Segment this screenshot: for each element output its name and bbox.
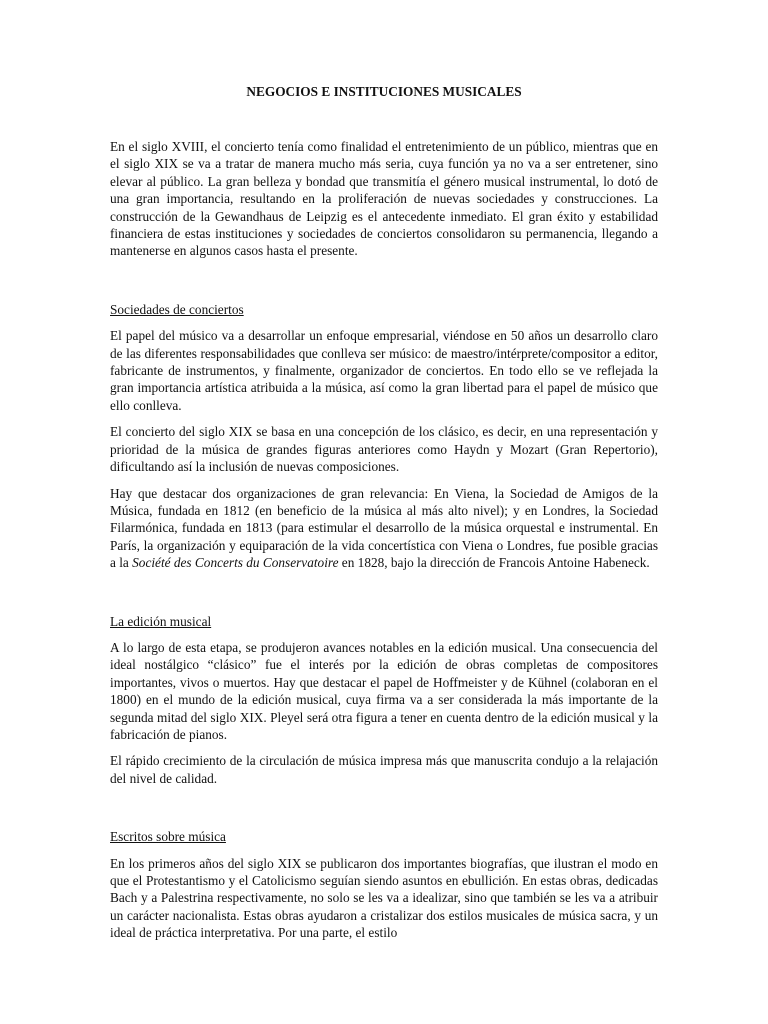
sociedades-paragraph-1: El papel del músico va a desarrollar un enfoque empresarial, viéndose en 50 años un desarrollo claro de las diferentes responsabilidades que conlleva ser músico: de maestro/intérprete/compositor a editor, fabricante de instrumentos, y finalmente, organizador de conciertos. En todo ello se ve reflejada la gran importancia artística atribuida a la música, así como la gran libertad para el papel de músico que ello conlleva. <box>110 328 658 413</box>
sociedades-paragraph-3 <box>110 485 658 572</box>
section-heading-escritos: Escritos sobre música <box>110 829 226 845</box>
section-heading-edicion: La edición musical <box>110 613 212 629</box>
edicion-paragraph-1: A lo largo de esta etapa, se produjeron avances notables en la edición musical. Una consecuencia del ideal nostálgico “clásico” fue el interés por la edición de obras completas de compositores importantes, vivos o muertos. Hay que destacar el papel de Hoffmeister y de Kühnel (colaboran en el 1800) en el mundo de la edición musical, cuya firma va a ser considerada la más importante de la segunda mitad del siglo XIX. Pleyel será otra figura a tener en cuenta dentro de la edición musical y la fabricación de pianos. <box>110 639 658 742</box>
sociedades-p3-italic-title: Société des Concerts du Conservatoire <box>132 555 339 571</box>
document-body <box>110 138 658 951</box>
sociedades-p3-text-after: en 1828, bajo la dirección de Francois Antoine Habeneck. <box>338 555 650 571</box>
page-title: NEGOCIOS E INSTITUCIONES MUSICALES <box>246 84 522 99</box>
section-spacer <box>110 796 658 828</box>
escritos-paragraph-1: En los primeros años del siglo XIX se publicaron dos importantes biografías, que ilustran el modo en que el Protestantismo y el Catolicismo seguían siendo asuntos en ebullición. En estas obras, dedicadas Bach y a Palestrina respectivamente, no solo se les va a idealizar, sino que también se les va a atribuir un carácter nacionalista. Estas obras ayudaron a cristalizar dos estilos musicales de música sacra, y un ideal de práctica interpretativa. Por una parte, el estilo <box>110 855 658 941</box>
intro-paragraph: En el siglo XVIII, el concierto tenía como finalidad el entretenimiento de un público, mientras que en el siglo XIX se va a tratar de manera mucho más seria, cuya función ya no va a ser entretener, sino elevar al público. La gran belleza y bondad que transmitía el género musical instrumental, lo dotó de una gran importancia, resultando en la proliferación de nuevas sociedades y construcciones. La construcción de la Gewandhaus de Leipzig es el antecedente inmediato. El gran éxito y estabilidad financiera de estas instituciones y sociedades de conciertos consolidaron su permanencia, llegando a mantenerse en algunos casos hasta el presente. <box>110 139 658 259</box>
edicion-paragraph-2: El rápido crecimiento de la circulación de música impresa más que manuscrita condujo a la relajación del nivel de calidad. <box>110 753 658 786</box>
section-heading-sociedades: Sociedades de conciertos <box>110 301 244 317</box>
sociedades-paragraph-2: El concierto del siglo XIX se basa en una concepción de los clásico, es decir, en una representación y prioridad de la música de grandes figuras anteriores como Haydn y Mozart (Gran Repertorio), dificultando así la inclusión de nuevas composiciones. <box>110 424 658 475</box>
sociedades-p3-text-before: Hay que destacar dos organizaciones de gran relevancia: En Viena, la Sociedad de Amigos de la Música, fundada en 1812 (en beneficio de la música al más alto nivel); y en Londres, la Sociedad Filarmónica, fundada en 1813 (para estimular el desarrollo de la música orquestal e instrumental. En París, la organización y equiparación de la vida concertística con Viena o Londres, fue posible gracias a la <box>110 485 658 571</box>
section-spacer <box>110 269 658 301</box>
section-spacer <box>110 581 658 613</box>
